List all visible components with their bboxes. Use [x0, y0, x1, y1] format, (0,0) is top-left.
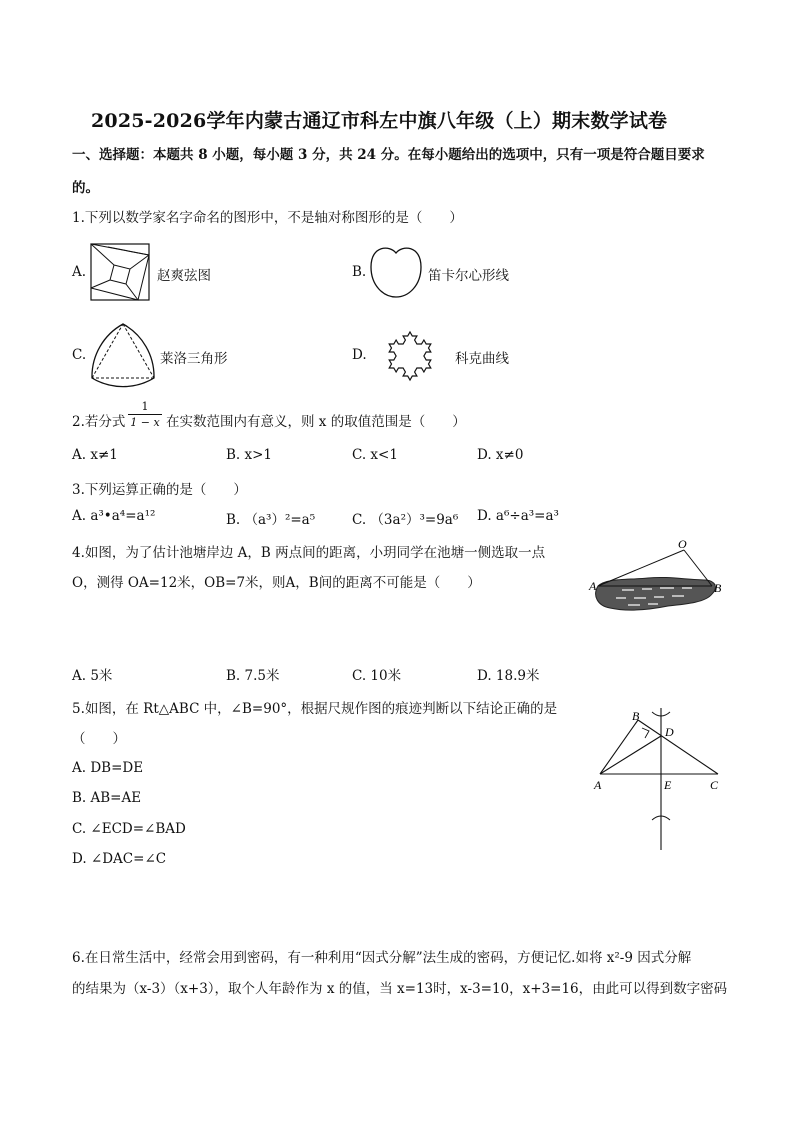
q2-option-b: B. x>1	[226, 447, 273, 463]
section-header-line-1: 一、选择题：本题共 8 小题，每小题 3 分，共 24 分。在每小题给出的选项中，只有一项是符合题目要求	[72, 147, 705, 163]
q4-option-d: D. 18.9米	[477, 668, 540, 684]
q2-stem-post: 在实数范围内有意义，则 x 的取值范围是（ ）	[166, 414, 466, 430]
q5-option-c: C. ∠ECD=∠BAD	[72, 821, 186, 837]
figure-label-b: B	[632, 709, 640, 723]
q3-stem: 3.下列运算正确的是（ ）	[72, 482, 247, 498]
q3-option-d: D. a⁶÷a³=a³	[477, 508, 559, 524]
q2-fraction-numerator: 1	[141, 400, 149, 413]
q6-stem-line-1: 6.在日常生活中，经常会用到密码，有一种利用“因式分解”法生成的密码，方便记忆.如将 x²-9 因式分解	[72, 950, 692, 966]
q5-option-d: D. ∠DAC=∠C	[72, 851, 167, 867]
figure-label-c: C	[710, 778, 719, 792]
figure-label-d: D	[665, 725, 674, 739]
q5-option-a: A. DB=DE	[72, 760, 144, 776]
q4-option-b: B. 7.5米	[226, 668, 280, 684]
q2-fraction	[128, 400, 162, 429]
page-title: 2025-2026学年内蒙古通辽市科左中旗八年级（上）期末数学试卷	[91, 110, 668, 132]
q2-fraction-denominator: 1 − x	[130, 416, 160, 430]
pond-label-b: B	[714, 581, 722, 595]
figure-label-e: E	[664, 778, 672, 792]
q2-option-d: D. x≠0	[477, 447, 524, 463]
q4-stem-line-2: O，测得 OA=12米，OB=7米，则A，B间的距离不可能是（ ）	[72, 575, 481, 591]
cardioid-icon	[369, 245, 423, 299]
figure-label-a: A	[594, 778, 602, 792]
q1-option-a-label: 赵爽弦图	[157, 268, 211, 284]
pond-label-a: A	[589, 579, 597, 593]
q2-stem-pre: 2.若分式	[72, 414, 126, 430]
q2-fraction-bar	[128, 414, 162, 415]
pond-label-o: O	[678, 537, 687, 551]
section-header-line-2: 的。	[72, 180, 99, 196]
koch-snowflake-icon	[368, 320, 452, 390]
q4-option-c: C. 10米	[352, 668, 402, 684]
zhao-shuang-chord-diagram-icon	[90, 243, 150, 301]
q1-stem: 1.下列以数学家名字命名的图形中，不是轴对称图形的是（ ）	[72, 210, 463, 226]
q6-stem-line-2: 的结果为（x-3）（x+3），取个人年龄作为 x 的值，当 x=13时，x-3=10，x+3=16，由此可以得到数字密码	[72, 981, 728, 997]
q1-option-d-label: 科克曲线	[455, 351, 509, 367]
q1-option-d-letter: D.	[352, 347, 367, 363]
pond-figure	[588, 538, 728, 620]
q5-option-b: B. AB=AE	[72, 790, 142, 806]
q5-stem-line-2: （ ）	[72, 731, 126, 747]
q2-option-c: C. x<1	[352, 447, 398, 463]
q1-option-c-letter: C.	[72, 347, 87, 363]
q1-option-b-letter: B.	[352, 264, 367, 280]
q1-option-c-label: 莱洛三角形	[160, 351, 228, 367]
q1-option-b-label: 笛卡尔心形线	[428, 268, 509, 284]
triangle-construction-figure	[590, 700, 730, 855]
q4-option-a: A. 5米	[72, 668, 113, 684]
q3-option-a: A. a³•a⁴=a¹²	[72, 508, 156, 524]
reuleaux-triangle-icon	[90, 322, 156, 382]
q2-option-a: A. x≠1	[72, 447, 118, 463]
q3-option-b: B. （a³）²=a⁵	[226, 512, 316, 528]
q1-option-a-letter: A.	[72, 264, 87, 280]
q4-stem-line-1: 4.如图，为了估计池塘岸边 A，B 两点间的距离，小玥同学在池塘一侧选取一点	[72, 545, 546, 561]
q5-stem-line-1: 5.如图，在 Rt△ABC 中，∠B=90°，根据尺规作图的痕迹判断以下结论正确的是	[72, 701, 558, 717]
q3-option-c: C. （3a²）³=9a⁶	[352, 512, 459, 528]
